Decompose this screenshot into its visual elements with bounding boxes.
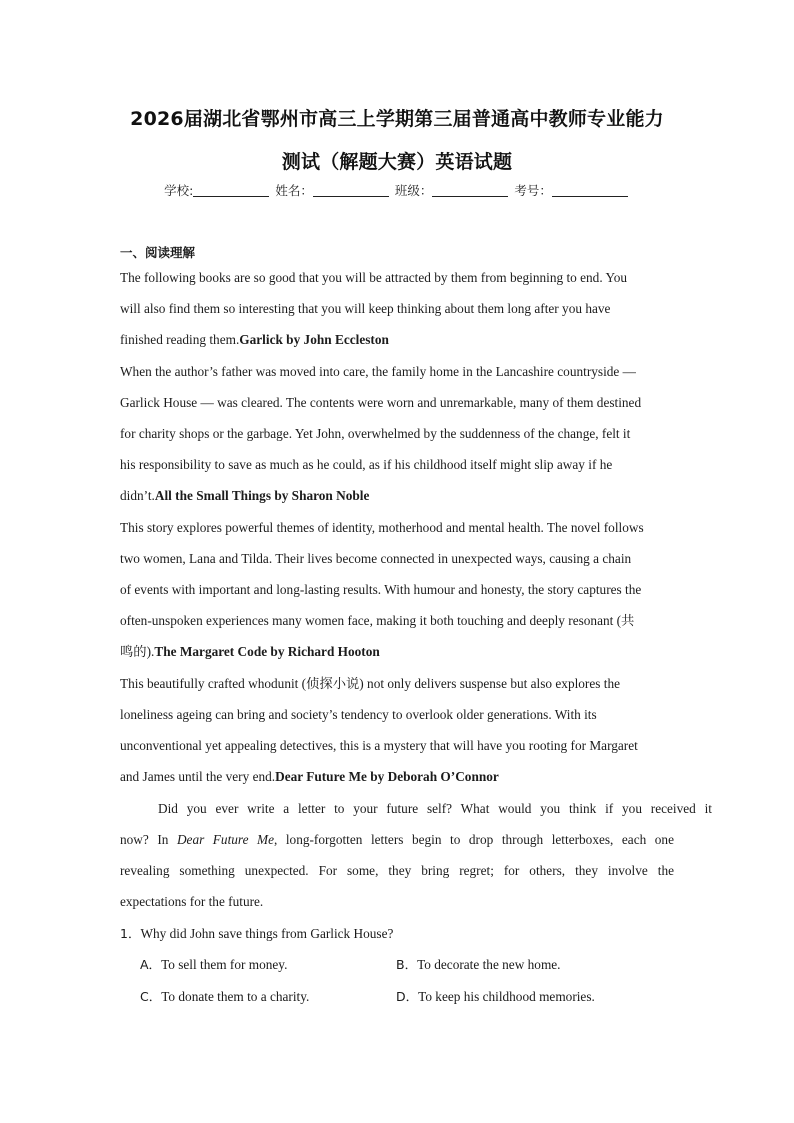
- intro-line: The following books are so good that you will be attracted by them from beginning to end. You: [120, 270, 628, 285]
- option-label: A．: [140, 957, 162, 972]
- passage-text: now? In: [120, 832, 177, 847]
- option-text: To donate them to a charity.: [161, 989, 310, 1004]
- exam-number-label: 考号：: [514, 183, 552, 198]
- passage-line: for charity shops or the garbage. Yet John, overwhelmed by the suddenness of the change, felt it: [120, 426, 631, 441]
- book-title: Garlick by John Eccleston: [239, 332, 389, 347]
- section-title: 一、阅读理解: [120, 245, 196, 260]
- passage-line: often-unspoken experiences many women face, making it both touching and deeply resonant (共: [120, 613, 635, 628]
- book-title: The Margaret Code by Richard Hooton: [154, 644, 380, 659]
- book-title: Dear Future Me by Deborah O’Connor: [275, 769, 499, 784]
- option-label: B．: [396, 957, 418, 972]
- passage-line: This story explores powerful themes of identity, motherhood and mental health. The novel follows: [120, 520, 644, 535]
- passage-line: Did you ever write a letter to your future self? What would you think if you received it: [158, 801, 712, 816]
- passage-line: [120, 831, 674, 849]
- passage-text: and James until the very end.: [120, 769, 276, 784]
- school-blank: [193, 184, 269, 197]
- book-title: All the Small Things by Sharon Noble: [154, 488, 370, 503]
- option-label: C．: [140, 989, 162, 1004]
- passage-line: his responsibility to save as much as he could, as if his childhood itself might slip away if he: [120, 457, 613, 472]
- option-a[interactable]: [140, 956, 287, 974]
- question-number: 1．: [120, 926, 141, 941]
- option-label: D．: [396, 989, 419, 1004]
- intro-line: [120, 331, 680, 349]
- passage-line: expectations for the future.: [120, 894, 264, 909]
- passage-line: [120, 768, 680, 786]
- passage-line: two women, Lana and Tilda. Their lives become connected in unexpected ways, causing a chain: [120, 551, 632, 566]
- passage-line: unconventional yet appealing detectives, this is a mystery that will have you rooting for Margaret: [120, 738, 638, 753]
- passage-line: loneliness ageing can bring and society’s tendency to overlook older generations. With its: [120, 707, 597, 722]
- class-label: 班级：: [394, 183, 433, 198]
- passage-line: This beautifully crafted whodunit (侦探小说) not only delivers suspense but also explores the: [120, 676, 621, 691]
- class-blank: [432, 184, 508, 197]
- passage-line: Garlick House — was cleared. The contents were worn and unremarkable, many of them destined: [120, 395, 642, 410]
- passage-line: of events with important and long-lasting results. With humour and honesty, the story captures the: [120, 582, 642, 597]
- option-text: To decorate the new home.: [417, 957, 561, 972]
- option-d[interactable]: [396, 988, 595, 1006]
- name-blank: [313, 184, 389, 197]
- intro-text: finished reading them.: [120, 332, 240, 347]
- option-c[interactable]: [140, 988, 309, 1006]
- option-text: To sell them for money.: [161, 957, 288, 972]
- option-b[interactable]: [396, 956, 561, 974]
- question-text: Why did John save things from Garlick House?: [140, 926, 394, 941]
- option-text: To keep his childhood memories.: [418, 989, 595, 1004]
- school-label: 学校:: [164, 183, 194, 198]
- intro-line: will also find them so interesting that you will keep thinking about them long after you have: [120, 301, 611, 316]
- passage-line: revealing something unexpected. For some, they bring regret; for others, they involve the: [120, 863, 674, 878]
- exam-number-blank: [552, 184, 628, 197]
- passage-text: 鸣的).: [120, 644, 155, 659]
- passage-line: When the author’s father was moved into care, the family home in the Lancashire countryside —: [120, 364, 636, 379]
- question-stem: [120, 925, 393, 943]
- book-title-italic: Dear Future Me: [176, 832, 274, 847]
- exam-title-line-2: 测试（解题大赛）英语试题: [281, 151, 513, 173]
- name-label: 姓名：: [275, 183, 313, 198]
- passage-text: didn’t.: [120, 488, 155, 503]
- student-info-row: [0, 181, 794, 199]
- passage-line: [120, 643, 680, 661]
- passage-line: [120, 487, 680, 505]
- passage-text: , long-forgotten letters begin to drop through letterboxes, each one: [274, 832, 674, 847]
- exam-title-line-1: 2026届湖北省鄂州市高三上学期第三届普通高中教师专业能力: [130, 108, 664, 130]
